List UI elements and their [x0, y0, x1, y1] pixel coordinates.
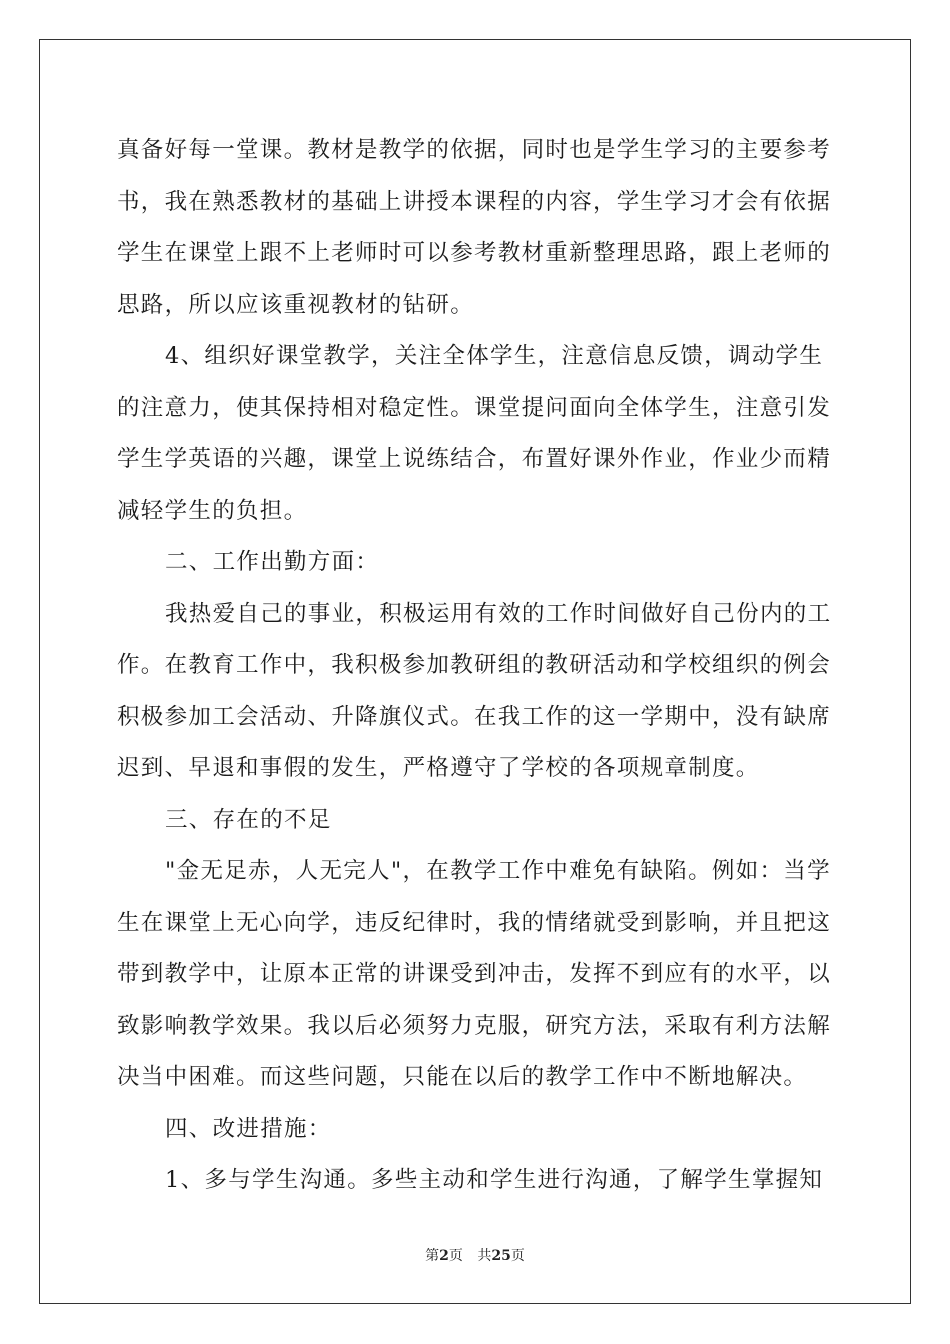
text-line: 致影响教学效果。我以后必须努力克服，研究方法，采取有利方法解	[117, 1012, 832, 1039]
text-line: 思路，所以应该重视教材的钻研。	[117, 291, 475, 318]
section-heading: 四、改进措施：	[165, 1115, 332, 1142]
section-heading: 二、工作出勤方面：	[165, 549, 380, 575]
text-line: 的注意力，使其保持相对稳定性。课堂提问面向全体学生，注意引发	[117, 394, 832, 421]
text-line: 真备好每一堂课。教材是教学的依据，同时也是学生学习的主要参考	[117, 137, 832, 163]
text-line: 积极参加工会活动、升降旗仪式。在我工作的这一学期中，没有缺席	[117, 703, 832, 730]
text-line: 带到教学中，让原本正常的讲课受到冲击，发挥不到应有的水平，以	[117, 961, 832, 987]
text-line: 书，我在熟悉教材的基础上讲授本课程的内容，学生学习才会有依据	[117, 188, 832, 215]
text-line: 1、多与学生沟通。多些主动和学生进行沟通，了解学生掌握知	[165, 1167, 824, 1193]
text-line: 学生在课堂上跟不上老师时可以参考教材重新整理思路，跟上老师的	[117, 240, 832, 266]
text-line: 我热爱自己的事业，积极运用有效的工作时间做好自己份内的工	[165, 600, 832, 627]
page-footer	[0, 1245, 950, 1265]
text-line: 减轻学生的负担。	[117, 497, 308, 524]
page-number: 第2页	[425, 1248, 463, 1264]
text-line: "金无足赤，人无完人"，在教学工作中难免有缺陷。例如：当学	[165, 858, 831, 884]
text-line: 生在课堂上无心向学，违反纪律时，我的情绪就受到影响，并且把这	[117, 909, 832, 936]
document-body	[117, 125, 835, 1207]
text-line: 迟到、早退和事假的发生，严格遵守了学校的各项规章制度。	[117, 755, 760, 781]
page-total: 共25页	[477, 1248, 525, 1264]
text-line: 4、组织好课堂教学，关注全体学生，注意信息反馈，调动学生	[165, 343, 824, 369]
text-line: 作。在教育工作中，我积极参加教研组的教研活动和学校组织的例会	[117, 652, 832, 678]
section-heading: 三、存在的不足	[165, 806, 332, 833]
text-line: 学生学英语的兴趣，课堂上说练结合，布置好课外作业，作业少而精	[117, 446, 832, 472]
text-line: 决当中困难。而这些问题，只能在以后的教学工作中不断地解决。	[117, 1064, 808, 1090]
